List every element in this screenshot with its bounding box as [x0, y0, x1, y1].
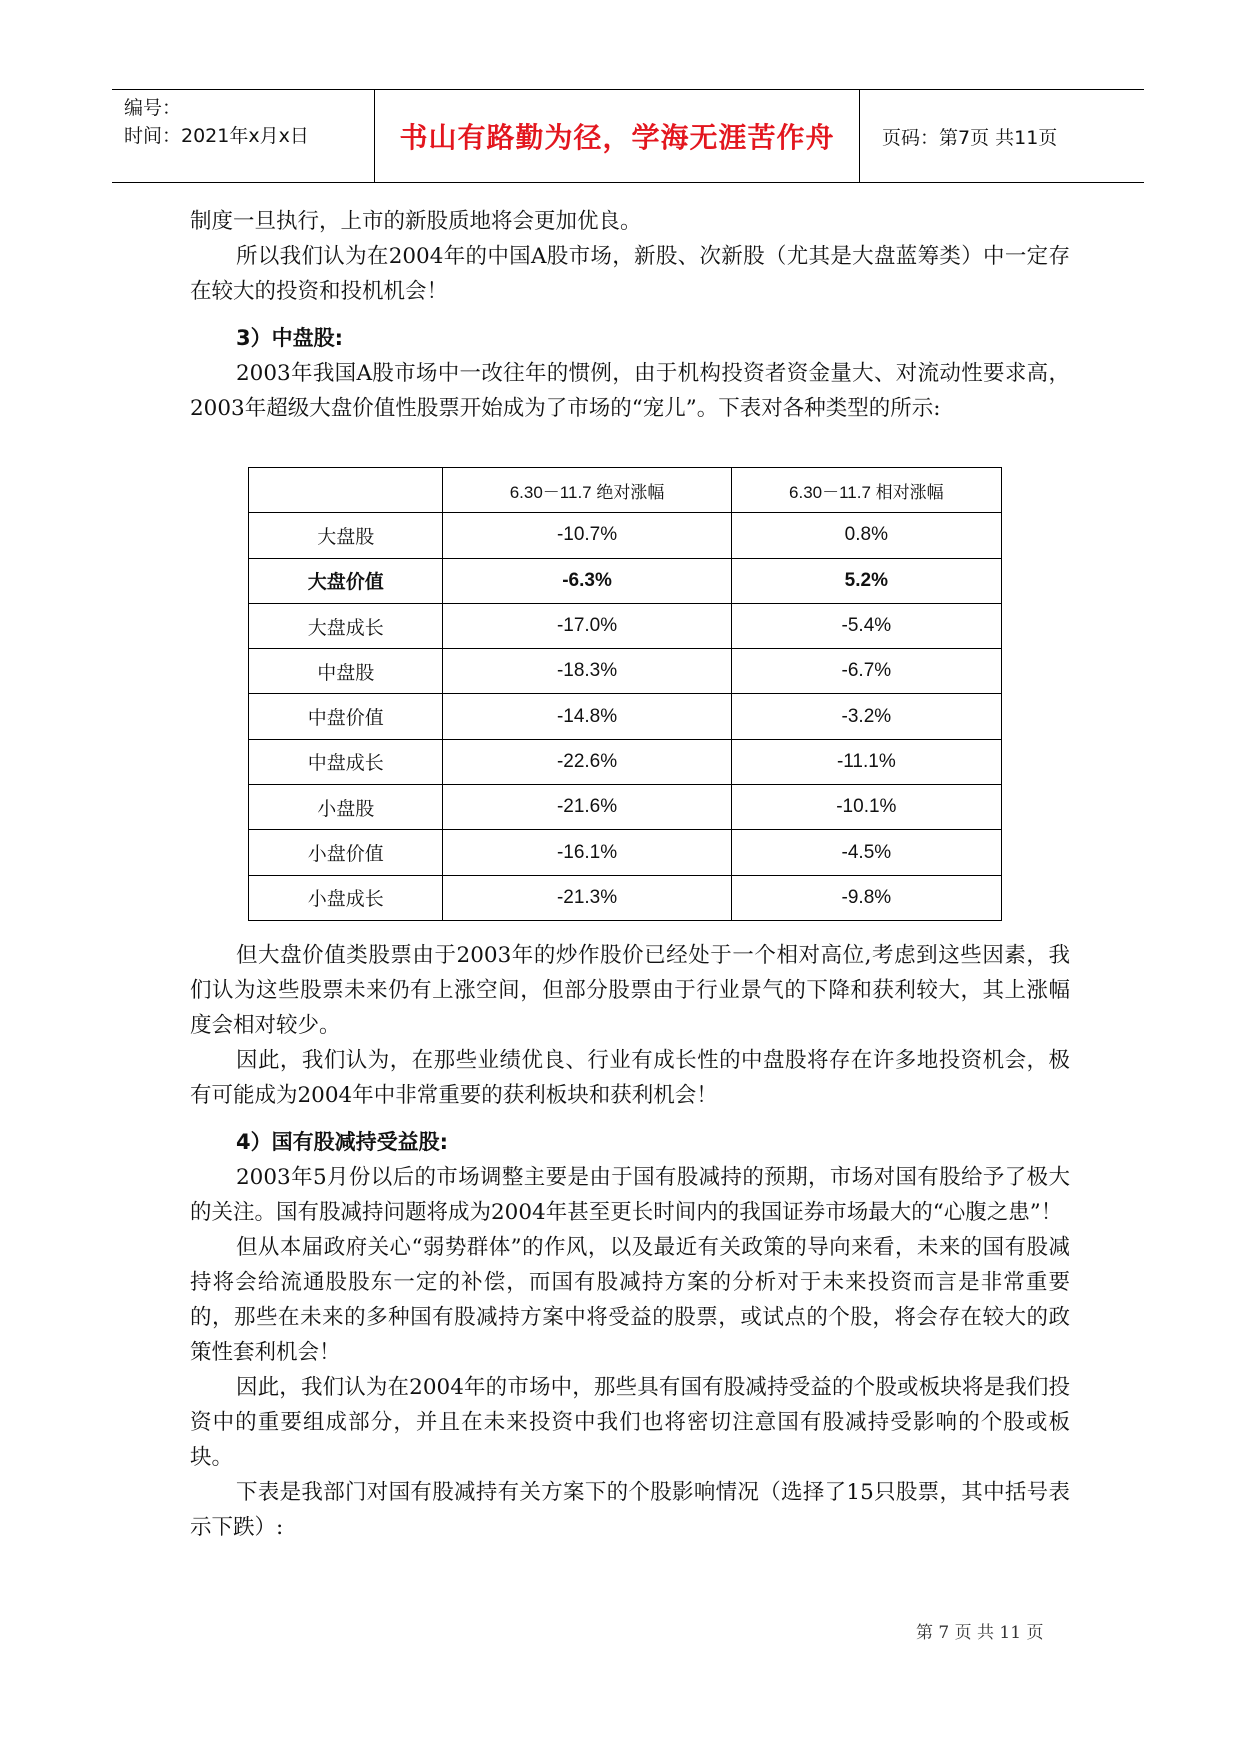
header-motto: 书山有路勤为径，学海无涯苦作舟: [374, 90, 860, 182]
header-left-cell: [112, 90, 374, 182]
table-header-cell: 6.30－11.7 绝对涨幅: [443, 468, 731, 513]
paragraph: 2003年5月份以后的市场调整主要是由于国有股减持的预期，市场对国有股给予了极大的关注。国有股减持问题将成为2004年甚至更长时间内的我国证券市场最大的“心腹之患”！: [190, 1165, 1070, 1225]
table-row: [249, 694, 1002, 739]
serial-label: 编号：: [124, 97, 182, 119]
header-page-label: 页码：第7页 共11页: [882, 126, 1058, 149]
rel-change: -9.8%: [731, 875, 1001, 920]
section-heading-4: 4）国有股减持受益股:: [236, 1130, 449, 1154]
row-label: 小盘价值: [249, 830, 443, 875]
body-top: [190, 204, 1070, 426]
rel-change: -4.5%: [731, 830, 1001, 875]
section-heading-3: 3）中盘股:: [236, 326, 344, 350]
table-header-cell: [249, 468, 443, 513]
abs-change: -17.0%: [443, 603, 731, 648]
row-label: 中盘股: [249, 649, 443, 694]
abs-change: -14.8%: [443, 694, 731, 739]
rel-change: -10.1%: [731, 785, 1001, 830]
row-label: 大盘成长: [249, 603, 443, 648]
abs-change: -16.1%: [443, 830, 731, 875]
rel-change: 5.2%: [731, 558, 1001, 603]
abs-change: -6.3%: [443, 558, 731, 603]
date-label: 时间：2021年x月x日: [124, 125, 309, 147]
table-row: [249, 558, 1002, 603]
paragraph: 2003年我国A股市场中一改往年的惯例，由于机构投资者资金量大、对流动性要求高，2003年超级大盘价值性股票开始成为了市场的“宠儿”。下表对各种类型的所示:: [190, 361, 1070, 421]
abs-change: -21.3%: [443, 875, 731, 920]
rel-change: 0.8%: [731, 513, 1001, 558]
row-label: 中盘价值: [249, 694, 443, 739]
rel-change: -5.4%: [731, 603, 1001, 648]
paragraph: 但从本届政府关心“弱势群体”的作风，以及最近有关政策的导向来看，未来的国有股减持将会给流通股股东一定的补偿，而国有股减持方案的分析对于未来投资而言是非常重要的，那些在未来的多种国有股减持方案中将受益的股票，或试点的个股，将会存在较大的政策性套利机会！: [190, 1235, 1070, 1365]
abs-change: -18.3%: [443, 649, 731, 694]
paragraph: 下表是我部门对国有股减持有关方案下的个股影响情况（选择了15只股票，其中括号表示下跌）:: [190, 1480, 1070, 1540]
paragraph: 但大盘价值类股票由于2003年的炒作股价已经处于一个相对高位,考虑到这些因素，我们认为这些股票未来仍有上涨空间，但部分股票由于行业景气的下降和获利较大，其上涨幅度会相对较少。: [190, 943, 1070, 1038]
table-header-row: [249, 468, 1002, 513]
paragraph: 所以我们认为在2004年的中国A股市场，新股、次新股（尤其是大盘蓝筹类）中一定存在较大的投资和投机机会！: [190, 244, 1070, 304]
table-row: [249, 649, 1002, 694]
paragraph: 制度一旦执行，上市的新股质地将会更加优良。: [190, 209, 642, 234]
table-row: [249, 603, 1002, 648]
performance-table: [248, 467, 1002, 921]
abs-change: -21.6%: [443, 785, 731, 830]
table-row: [249, 513, 1002, 558]
abs-change: -10.7%: [443, 513, 731, 558]
table-row: [249, 785, 1002, 830]
row-label: 小盘成长: [249, 875, 443, 920]
page-footer: 第 7 页 共 11 页: [916, 1623, 1044, 1643]
body-bottom: [190, 938, 1070, 1545]
table-row: [249, 830, 1002, 875]
paragraph: 因此，我们认为在2004年的市场中，那些具有国有股减持受益的个股或板块将是我们投资中的重要组成部分，并且在未来投资中我们也将密切注意国有股减持受影响的个股或板块。: [190, 1375, 1070, 1470]
row-label: 大盘价值: [249, 558, 443, 603]
rel-change: -3.2%: [731, 694, 1001, 739]
row-label: 大盘股: [249, 513, 443, 558]
rel-change: -6.7%: [731, 649, 1001, 694]
abs-change: -22.6%: [443, 739, 731, 784]
row-label: 中盘成长: [249, 739, 443, 784]
page-header: [112, 89, 1144, 183]
table-row: [249, 875, 1002, 920]
table-header-cell: 6.30－11.7 相对涨幅: [731, 468, 1001, 513]
table-row: [249, 739, 1002, 784]
rel-change: -11.1%: [731, 739, 1001, 784]
row-label: 小盘股: [249, 785, 443, 830]
paragraph: 因此，我们认为，在那些业绩优良、行业有成长性的中盘股将存在许多地投资机会，极有可能成为2004年中非常重要的获利板块和获利机会！: [190, 1048, 1070, 1108]
